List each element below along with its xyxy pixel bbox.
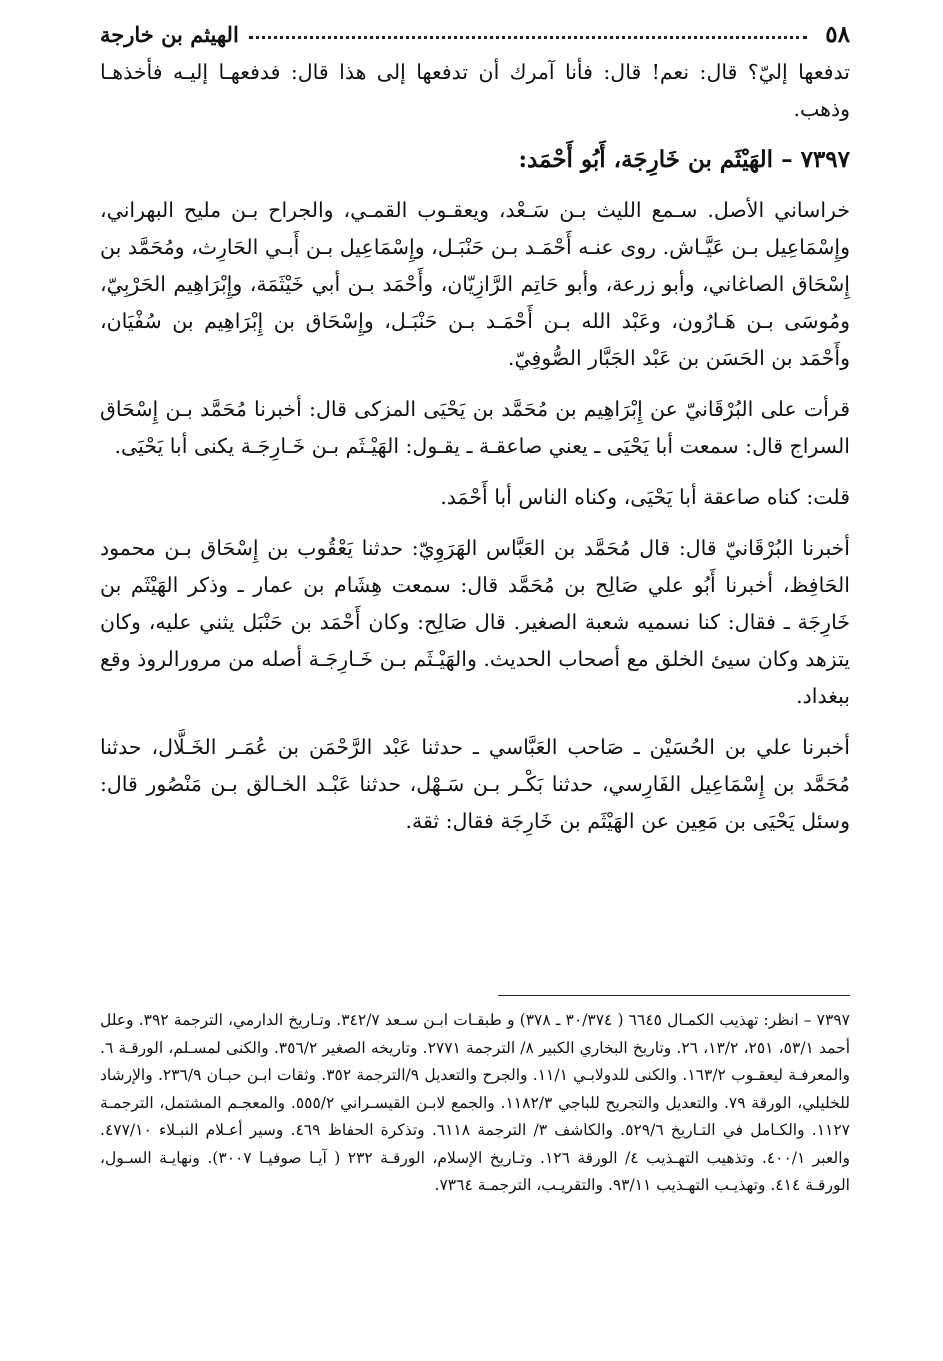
continued-text: تدفعها إليّ؟ قال: نعم! قال: فأنا آمرك أن تدفعها إلى هذا قال: فدفعهـا إليـه فأخذهـا وذهب. bbox=[100, 60, 850, 121]
running-head bbox=[100, 14, 850, 54]
footnote: ٧٣٩٧ – انظر: تهذيب الكمـال ٦٦٤٥ ( ٣٠/٣٧٤ ـ ٣٧٨) و طبقـات ابـن سـعد ٣٤٢/٧. وتـاريخ الدارمي، الترجمة ٣٩٢. وعلل أحمد ٥٣/١، ٢٥١، ١٣/٢، ٢٦. وتاريخ البخاري الكبير ٨/ الترجمة ٢٧٧١. وتاريخه الصغير ٣٥٦/٢. والكنى لمسـلم، الورقـة ٦. والمعرفـة ليعقـوب ١٦٣/٢. والكنى للدولابـي ١١/١. والجرح والتعديل ٩/الترجمة ٣٥٢. وثقات ابـن حبـان ٢٣٦/٩. والإرشاد للخليلي، الورقة ٧٩. والتعديل والتجريح للباجي ١١٨٢/٣. والجمع لابـن القيسـراني ٥٥٥/٢. والمعجـم المشتمل، الترجمـة ١١٢٧. والكـامل في التـاريخ ٥٢٩/٦. والكاشف ٣/ الترجمة ٦١١٨. وتذكرة الحفاظ ٤٦٩. وسير أعـلام النبـلاء ٤٧٧/١٠. والعبر ٤٠٠/١. وتذهيب التهـذيب ٤/ الورقة ١٢٦. وتـاريخ الإسلام، الورقـة ٢٣٢ ( آيـا صوفيـا ٣٠٠٧). ونهايـة السـول، الورقـة ٤١٤. وتهذيـب التهـذيب ٩٣/١١. والتقريـب، الترجمـة ٧٣٦٤. bbox=[100, 1011, 851, 1194]
paragraph-note: قلت: كناه صاعقة أبا يَحْيَى، وكناه الناس أبا أَحْمَد. bbox=[440, 485, 850, 509]
page-number: ٥٨ bbox=[825, 20, 850, 48]
footnote-separator bbox=[498, 995, 850, 996]
entry-heading: ٧٣٩٧ – الهَيْثَم بن خَارِجَة، أَبُو أَحْمَد: bbox=[518, 146, 850, 173]
running-head-title: الهيثم بن خارجة bbox=[100, 21, 239, 47]
leader-dots bbox=[249, 36, 808, 39]
paragraph-narration-2: أخبرنا البُرْقَانيّ قال: قال مُحَمَّد بن العَبَّاس الهَرَوِيّ: حدثنا يَعْقُوب بن إِسْحَاق بـن محمود الحَافِظ، أخبرنا أَبُو علي صَالِح بن مُحَمَّد قال: سمعت هِشَام بن عمار ـ وذكر الهَيْثَم بن خَارِجَة ـ فقال: كنا نسميه شعبة الصغير. قال صَالِح: وكان أَحْمَد بن حَنْبَل يثني عليه، وكان يتزهد وكان سيئ الخلق مع أصحاب الحديث. والهَيْـثَم بـن خَـارِجَـة أصله من مرورالروذ وقع ببغداد. bbox=[100, 536, 850, 708]
paragraph-narration-3: أخبرنا علي بن الحُسَيْن ـ صَاحب العَبَّاسي ـ حدثنا عَبْد الرَّحْمَن بن عُمَـر الخَـلَّال، حدثنا مُحَمَّد بن إِسْمَاعِيل الفَارِسي، حدثنا بَكْـر بـن سَـهْل، حدثنا عَبْـد الخـالق بـن مَنْصُور قال: وسئل يَحْيَى بن مَعِين عن الهَيْثَم بن خَارِجَة فقال: ثقة. bbox=[100, 735, 850, 833]
paragraph-biography: خراساني الأصل. سـمع الليث بـن سَـعْد، ويعقـوب القمـي، والجراح بـن مليح البهراني، وإِسْمَاعِيل بـن عَيَّـاش. روى عنـه أَحْمَـد بـن حَنْبَـل، وإِسْمَاعِيل بـن أَبـي الحَارِث، ومُحَمَّد بن إِسْحَاق الصاغاني، وأبو زرعة، وأبو حَاتِم الرَّازِيّان، وأَحْمَد بـن أبي خَيْثَمَة، وإِبْرَاهِيم الحَرْبِيّ، ومُوسَى بـن هَـارُون، وعَبْد الله بـن أَحْمَـد بـن حَنْبَـل، وإِسْحَاق بن إِبْرَاهِيم بن سُفْيَان، وأَحْمَد بن الحَسَن بن عَبْد الجَبَّار الصُّوفِيّ. bbox=[100, 198, 850, 370]
page bbox=[100, 14, 850, 840]
paragraph-narration-1: قرأت على البُرْقَانيّ عن إِبْرَاهِيم بن مُحَمَّد بن يَحْيَى المزكى قال: أخبرنا مُحَمَّد بـن إِسْحَاق السراج قال: سمعت أبا يَحْيَى ـ يعني صاعقـة ـ يقـول: الهَيْـثَم بـن خَـارِجَـة يكنى أبا يَحْيَى. bbox=[100, 397, 850, 458]
